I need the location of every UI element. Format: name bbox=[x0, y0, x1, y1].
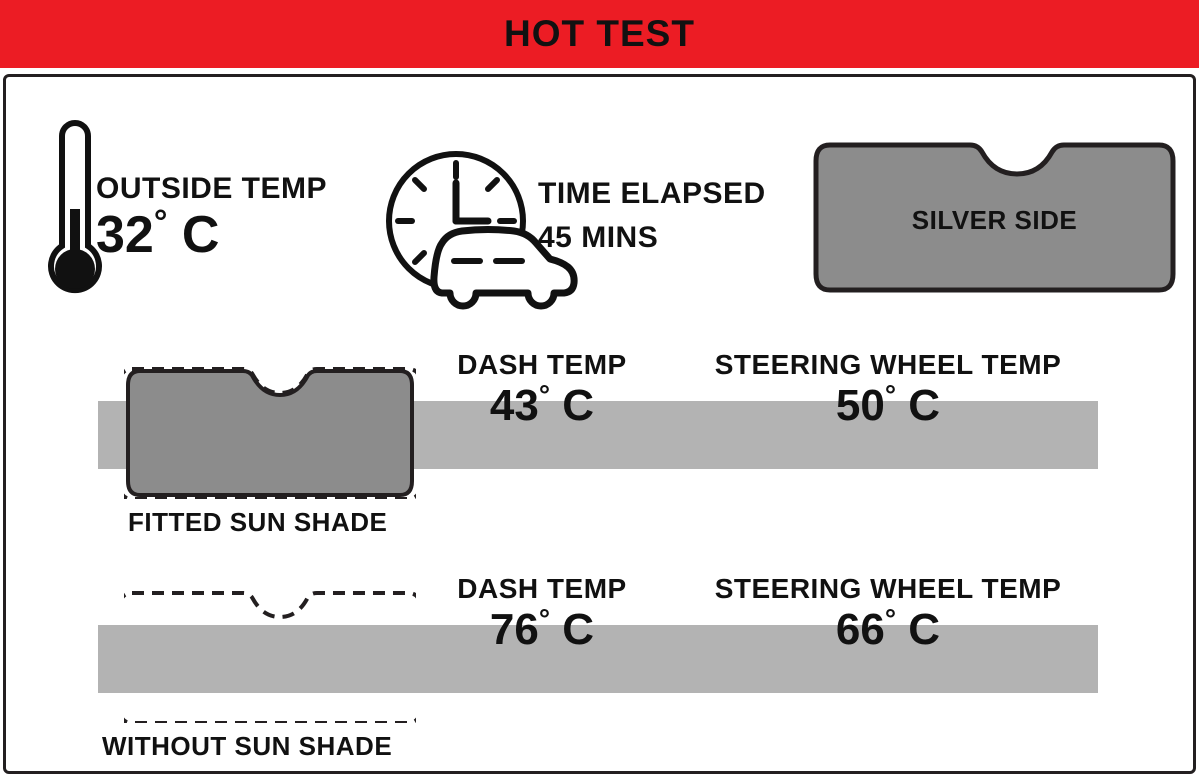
outside-temp-block bbox=[96, 172, 327, 263]
fitted-shade-caption: FITTED SUN SHADE bbox=[128, 507, 388, 537]
dash-temp-value bbox=[426, 379, 658, 430]
without-shade-caption: WITHOUT SUN SHADE bbox=[102, 731, 393, 761]
steering-temp-value bbox=[678, 603, 1098, 654]
silver-side-label: SILVER SIDE bbox=[911, 205, 1078, 235]
time-elapsed-value: 45 MINS bbox=[538, 221, 659, 254]
outside-temp-number: 32 bbox=[96, 206, 154, 264]
dash-temp-degree: ° bbox=[538, 379, 551, 411]
dash-temp-label: DASH TEMP bbox=[457, 573, 627, 604]
conditions-row bbox=[6, 77, 1193, 337]
steering-temp-unit: C bbox=[908, 381, 941, 430]
steering-temp-degree: ° bbox=[884, 379, 897, 411]
comparison-row-fitted bbox=[6, 339, 1193, 559]
steering-temp-without bbox=[678, 573, 1098, 653]
header-bar bbox=[0, 0, 1199, 68]
dash-temp-unit: C bbox=[562, 381, 595, 430]
fitted-sun-shade-icon bbox=[124, 367, 416, 499]
without-sun-shade-icon bbox=[124, 591, 416, 723]
dash-temp-without bbox=[426, 573, 658, 653]
steering-temp-label: STEERING WHEEL TEMP bbox=[714, 349, 1062, 380]
steering-temp-label: STEERING WHEEL TEMP bbox=[714, 573, 1062, 604]
steering-temp-value bbox=[678, 379, 1098, 430]
dash-temp-fitted bbox=[426, 349, 658, 429]
outside-temp-unit: C bbox=[181, 206, 220, 264]
steering-temp-degree: ° bbox=[884, 603, 897, 635]
outside-temp-degree: ° bbox=[153, 203, 168, 242]
steering-temp-unit: C bbox=[908, 605, 941, 654]
dash-temp-number: 43 bbox=[489, 381, 539, 430]
dash-temp-label: DASH TEMP bbox=[457, 349, 627, 380]
time-elapsed-label: TIME ELAPSED bbox=[538, 177, 766, 210]
steering-temp-fitted bbox=[678, 349, 1098, 429]
dash-temp-unit: C bbox=[562, 605, 595, 654]
main-panel bbox=[3, 74, 1196, 774]
page-title: HOT TEST bbox=[504, 13, 695, 54]
dash-temp-degree: ° bbox=[538, 603, 551, 635]
outside-temp-label: OUTSIDE TEMP bbox=[96, 172, 328, 205]
comparison-row-without bbox=[6, 563, 1193, 783]
dash-temp-value bbox=[426, 603, 658, 654]
outside-temp-value bbox=[96, 203, 327, 264]
dash-temp-number: 76 bbox=[489, 605, 539, 654]
steering-temp-number: 50 bbox=[835, 381, 885, 430]
steering-temp-number: 66 bbox=[835, 605, 885, 654]
time-elapsed-block bbox=[538, 177, 766, 255]
